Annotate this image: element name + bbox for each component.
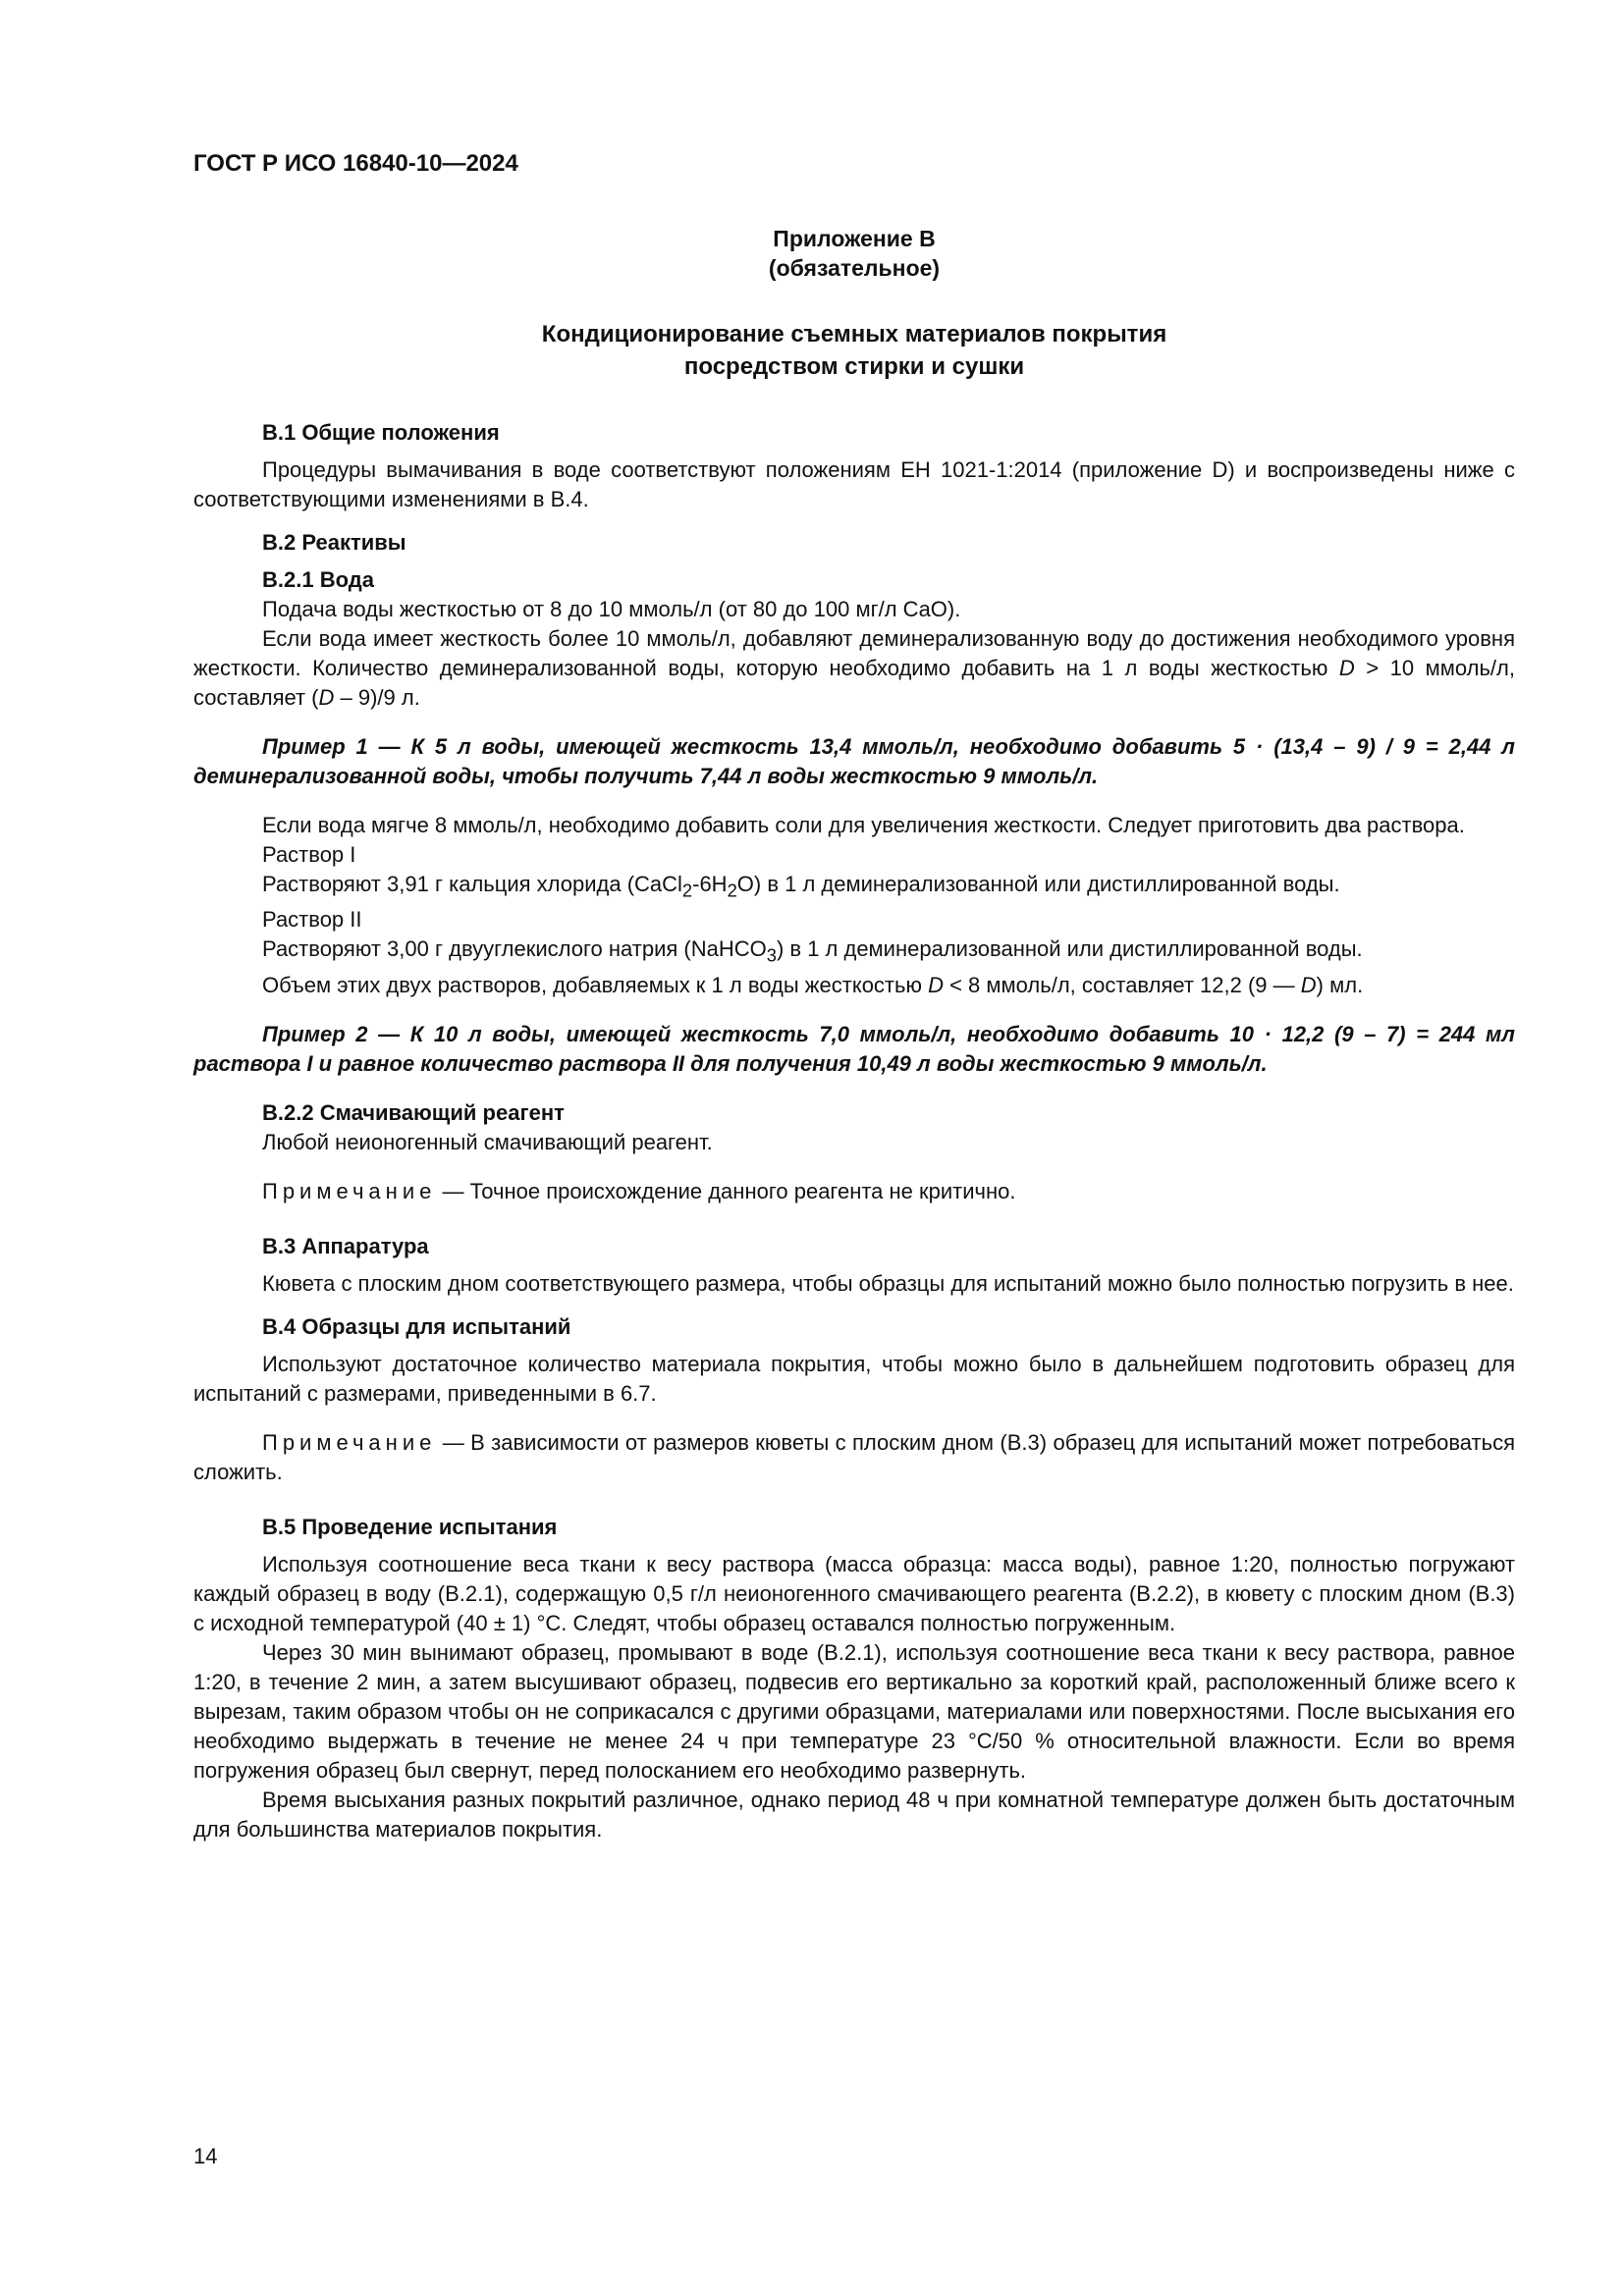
text-span: ) мл. (1316, 972, 1364, 997)
section-heading-b2-1: В.2.1 Вода (262, 567, 374, 592)
paragraph-b1: Процедуры вымачивания в воде соответствуют положениям ЕН 1021-1:2014 (приложение D) и воспроизведены ниже с соответствующими изменениями в В.4. (193, 457, 1515, 511)
paragraph-soft-water: Если вода мягче 8 ммоль/л, необходимо добавить соли для увеличения жесткости. Следует приготовить два раствора. (262, 813, 1465, 837)
text-span: – 9)/9 л. (334, 685, 420, 710)
solution-2-label: Раствор II (262, 907, 362, 933)
subscript: 3 (766, 944, 777, 966)
appendix-title-line2: посредством стирки и сушки (683, 353, 1025, 380)
paragraph-b4: Используют достаточное количество материала покрытия, чтобы можно было в дальнейшем подготовить образец для испытаний с размерами, приведенными в 6.7. (193, 1351, 1515, 1406)
text-span: Если вода имеет жесткость более 10 ммоль/л, добавляют деминерализованную воду до достижения необходимого уровня жесткости. Количество деминерализованной воды, которую необходимо добавить на 1 л воды жесткостью (193, 626, 1515, 680)
page-number: 14 (193, 2144, 218, 2168)
subscript: 2 (681, 880, 693, 901)
example-2: Пример 2 — К 10 л воды, имеющей жесткость 7,0 ммоль/л, необходимо добавить 10 · 12,2 (9 – 7) = 244 мл раствора I и равное количество раствора II для получения 10,49 л воды жесткостью 9 ммоль/л. (193, 1021, 1515, 1076)
text-span: > 10 ммоль/л, составляет ( (193, 656, 1515, 710)
variable-d: D (1300, 972, 1317, 997)
appendix-status: (обязательное) (768, 255, 941, 281)
paragraph-b5-2: Через 30 мин вынимают образец, промывают в воде (В.2.1), используя соотношение веса ткани к весу раствора, равное 1:20, в течение 2 мин, а затем высушивают образец, подвесив его вертикально за короткий край, расположенный ближе всего к вырезам, таким образом чтобы он не соприкасался с другими образцами, материалами или поверхностями. После высыхания его необходимо выдержать в течение не менее 24 ч при температуре 23 °С/50 % относительной влажности. Если во время погружения образец был свернут, перед полосканием его необходимо развернуть. (193, 1639, 1515, 1783)
variable-d: D (928, 972, 944, 997)
variable-d: D (318, 685, 335, 710)
section-heading-b2-2: В.2.2 Смачивающий реагент (262, 1099, 565, 1125)
example-1: Пример 1 — К 5 л воды, имеющей жесткость 13,4 ммоль/л, необходимо добавить 5 · (13,4 – 9) / 9 = 2,44 л деминерализованной воды, чтобы получить 7,44 л воды жесткостью 9 ммоль/л. (193, 734, 1515, 788)
appendix-label: Приложение В (773, 226, 936, 251)
solution-1-label: Раствор I (262, 842, 356, 867)
section-heading-b5: В.5 Проведение испытания (262, 1514, 558, 1539)
subscript: 2 (727, 880, 737, 901)
note-label: Примечание (262, 1178, 437, 1203)
paragraph-b5-1: Используя соотношение веса ткани к весу раствора (масса образца: масса воды), равное 1:20, полностью погружают каждый образец в воду (В.2.1), содержащую 0,5 г/л неионогенного смачивающего реагента (В.2.2), в кювету с плоским дном (В.3) с исходной температурой (40 ± 1) °С. Следят, чтобы образец оставался полностью погруженным. (193, 1551, 1515, 1635)
paragraph-b5-3: Время высыхания разных покрытий различное, однако период 48 ч при комнатной температуре должен быть достаточным для большинства материалов покрытия. (193, 1787, 1515, 1842)
solution-volume-text (193, 971, 1515, 1000)
solution-2-text (193, 934, 1515, 970)
paragraph-b3: Кювета с плоским дном соответствующего размера, чтобы образцы для испытаний можно было полностью погрузить в нее. (262, 1270, 1514, 1296)
text-span: Объем этих двух растворов, добавляемых к 1 л воды жесткостью (262, 972, 929, 997)
section-heading-b2: В.2 Реактивы (262, 530, 406, 555)
solution-1-text (193, 870, 1515, 905)
note-text: — Точное происхождение данного реагента не критично. (436, 1178, 1016, 1203)
note-wetting-agent (193, 1177, 1515, 1206)
text-span: -6H (692, 872, 728, 896)
variable-d: D (1338, 656, 1355, 680)
document-body (193, 224, 1515, 1844)
section-heading-b1: В.1 Общие положения (262, 420, 500, 445)
note-label: Примечание (262, 1429, 437, 1455)
text-span: < 8 ммоль/л, составляет 12,2 (9 — (943, 972, 1301, 997)
note-text: — В зависимости от размеров кюветы с плоским дном (В.3) образец для испытаний может потребоваться сложить. (193, 1429, 1515, 1484)
paragraph-water-hardness: Подача воды жесткостью от 8 до 10 ммоль/л (от 80 до 100 мг/л CaO). (262, 597, 961, 621)
section-heading-b4: В.4 Образцы для испытаний (262, 1313, 571, 1339)
text-span: O) в 1 л деминерализованной или дистиллированной воды. (736, 872, 1340, 896)
paragraph-demineralized (193, 624, 1515, 713)
text-span: Растворяют 3,91 г кальция хлорида (CaCl (262, 872, 682, 896)
section-heading-b3: В.3 Аппаратура (262, 1233, 429, 1258)
appendix-title-line1: Кондиционирование съемных материалов покрытия (541, 321, 1167, 347)
note-specimen (193, 1428, 1515, 1487)
text-span: Растворяют 3,00 г двууглекислого натрия (NaHCO (262, 936, 767, 962)
standard-header: ГОСТ Р ИСО 16840-10—2024 (193, 150, 518, 177)
paragraph-wetting-agent: Любой неионогенный смачивающий реагент. (262, 1129, 713, 1154)
text-span: ) в 1 л деминерализованной или дистиллированной воды. (776, 936, 1363, 962)
appendix-title (193, 318, 1515, 383)
